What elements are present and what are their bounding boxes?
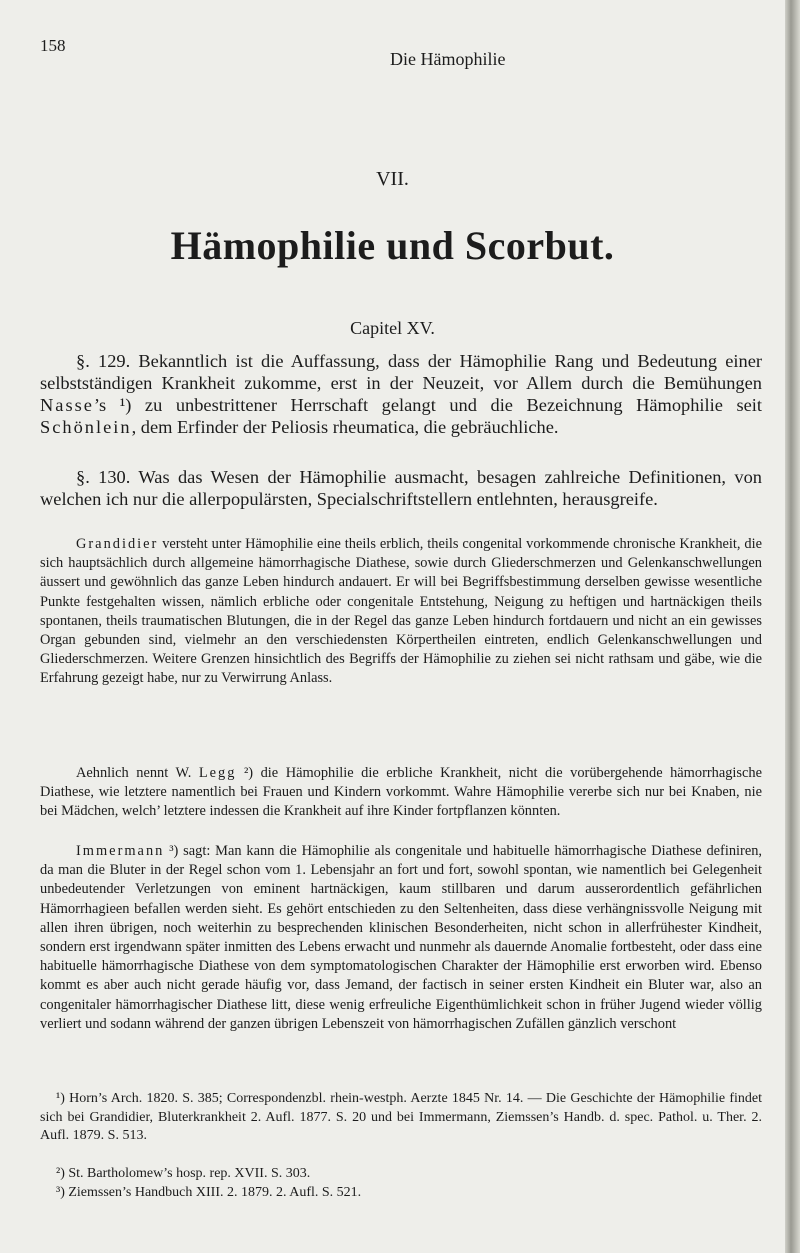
paragraph-129: §. 129. Bekanntlich ist die Auffassung, dass der Hämophilie Rang und Bedeutung einer selbstständigen Krankheit zukomme, erst in der Neuzeit, vor Allem durch die Bemühungen Nasse’s ¹) zu unbestrittener Herrschaft gelangt und die Bezeichnung Hämophilie seit Schönlein, dem Erfinder der Peliosis rheumatica, die gebräuchliche. (40, 351, 762, 437)
author-nasse: Nasse (40, 395, 94, 415)
paragraph-legg: Aehnlich nennt W. Legg ²) die Hämophilie die erbliche Krankheit, nicht die vorübergehende hämorrhagische Diathese, wie letztere namentlich bei Frauen und Kindern vorkommt. Wahre Hämophilie vererbe sich nur bei Knaben, nie bei Mädchen, welch’ letztere indessen die Krankheit auf ihre Kinder fortpflanzen könnten. (40, 765, 762, 820)
page-number: 158 (40, 36, 66, 55)
running-head: Die Hämophilie (390, 49, 506, 69)
paragraph-grandidier: Grandidier versteht unter Hämophilie eine theils erblich, theils congenital vorkommende chronische Krankheit, die sich hauptsächlich durch allgemeine hämorrhagische Diathese, sowie durch Gliederschmerzen und Gelenkanschwellungen äussert und gewöhnlich das ganze Leben hindurch andauert. Er will bei Begriffsbestimmung derselben gewisse wesentliche Punkte festgehalten wissen, nämlich erbliche oder congenitale Entstehung, Neigung zu heftigen und hartnäckigen theils spontanen, theils traumatischen Blutungen, die in der Regel das ganze Leben hindurch fortdauern und nicht an ein gewisses Organ gebunden sind, vielmehr an den verschiedensten Körpertheilen eintreten, endlich Gelenkanschwellungen und Gliederschmerzen. Weitere Grenzen hinsichtlich des Begriffs der Hämophilie zu ziehen sei nicht rathsam und gäbe, wie die Erfahrung gezeigt habe, nur zu Verwirrung Anlass. (40, 536, 762, 687)
paragraph-130: §. 130. Was das Wesen der Hämophilie ausmacht, besagen zahlreiche Definitionen, von welchen ich nur die allerpopulärsten, Specialschriftstellern entlehnten, herausgreife. (40, 467, 762, 509)
capitel-heading: Capitel XV. (350, 318, 435, 338)
footnote-1: ¹) Horn’s Arch. 1820. S. 385; Correspondenzbl. rhein-westph. Aerzte 1845 Nr. 14. — Die Geschichte der Hämophilie findet sich bei Grandidier, Bluterkrankheit 2. Aufl. 1877. S. 20 und bei Immermann, Ziemssen’s Handb. d. spec. Pathol. u. Ther. 2. Aufl. 1879. S. 513. (40, 1091, 762, 1144)
author-immermann: Immermann (76, 843, 165, 859)
chapter-number: VII. (376, 168, 409, 190)
author-grandidier: Grandidier (76, 536, 159, 552)
chapter-title: Hämophilie und Scorbut. (170, 223, 615, 268)
footnote-2: ²) St. Bartholomew’s hosp. rep. XVII. S. 303. (56, 1166, 311, 1181)
author-schoenlein: Schönlein (40, 417, 132, 437)
author-legg: Legg (198, 765, 237, 781)
paragraph-immermann: Immermann ³) sagt: Man kann die Hämophilie als congenitale und habituelle hämorrhagische Diathese definiren, da man die Bluter in der Regel schon vom 1. Lebensjahr an fort und fort, sowohl spontan, wie namentlich bei Gelegenheit unbedeutender Verletzungen von eminent hartnäckigen, kaum stillbaren und darum ausserordentlich gefährlichen Hämorrhagieen befallen werden sieht. Es gehört entschieden zu den Seltenheiten, dass diese verhängnissvolle Neigung mit allen ihren übrigen, noch weiterhin zu besprechenden klinischen Besonderheiten, nicht schon in allerfrühester Kindheit, sondern erst irgendwann später inmitten des Lebens erwacht und nunmehr als dauernde Anomalie fortbesteht, oder dass eine habituelle hämorrhagische Diathese von dem symptomatologischen Charakter der Hämophilie erst erworben wird. Ebenso kommt es aber auch nicht gerade häufig vor, dass Jemand, der factisch in seiner ersten Kindheit ein Bluter war, also an congenitaler hämorrhagischer Diathese litt, diese wenig erfreuliche Eigenthümlichkeit schon in früher Jugend wieder völlig verliert und sodann während der ganzen übrigen Lebenszeit von hämorrhagischen Zufällen gänzlich verschont (40, 843, 762, 1032)
page-binding-edge (785, 0, 800, 1253)
footnote-3: ³) Ziemssen’s Handbuch XIII. 2. 1879. 2. Aufl. S. 521. (56, 1185, 362, 1200)
